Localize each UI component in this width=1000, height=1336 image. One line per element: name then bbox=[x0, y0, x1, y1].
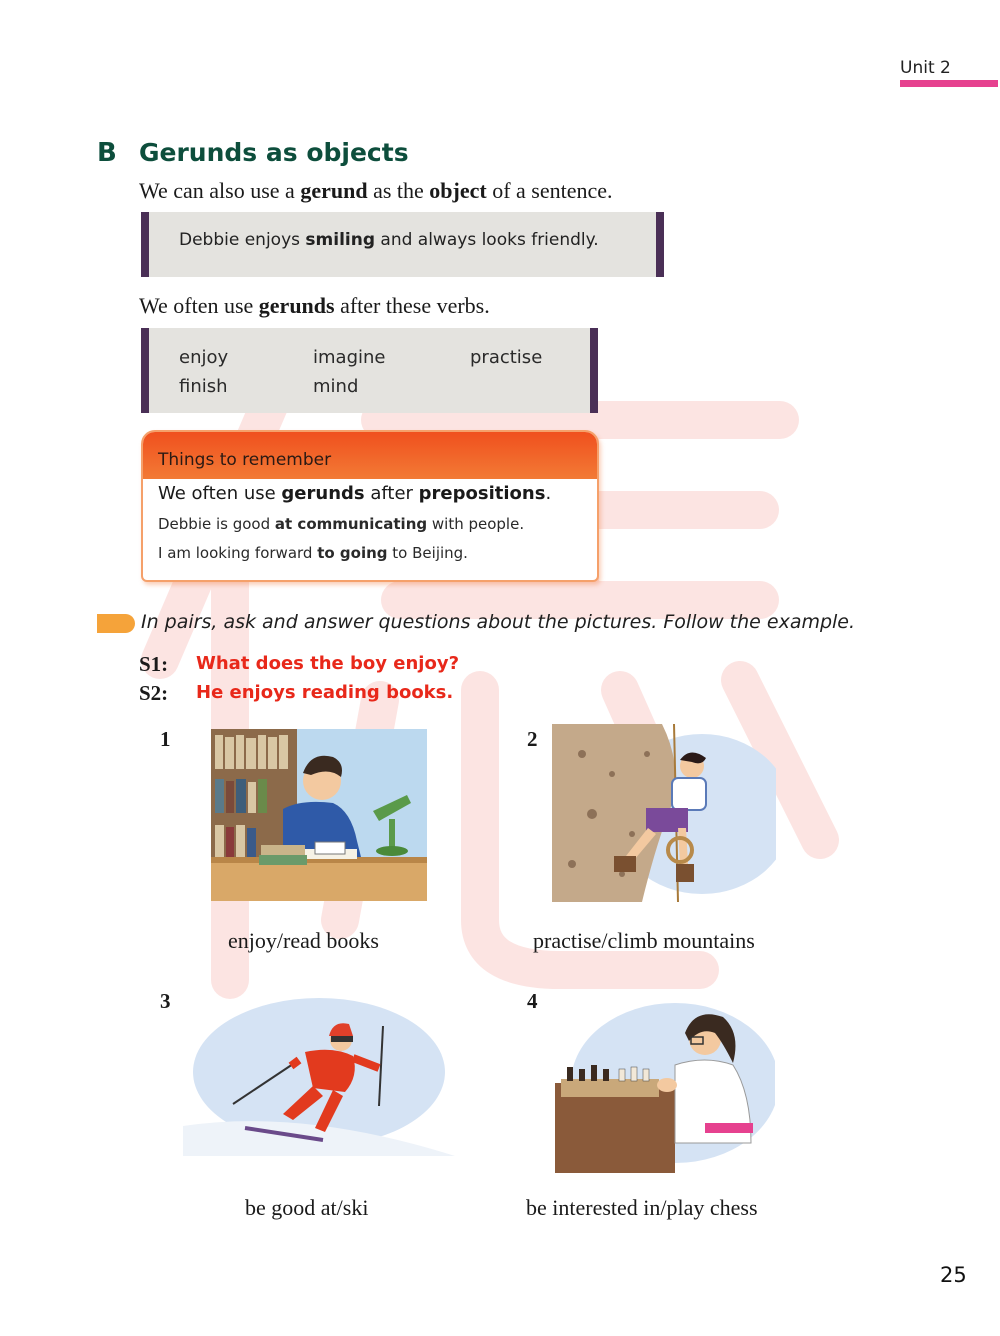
unit-label: Unit 2 bbox=[900, 58, 951, 78]
verbs-box bbox=[141, 328, 598, 413]
example2-bold: to going bbox=[317, 544, 388, 562]
verb-item: practise bbox=[470, 347, 543, 368]
example-text: and always looks friendly. bbox=[375, 230, 599, 250]
chess-player-illustration bbox=[555, 1003, 775, 1173]
rule-text: after bbox=[364, 483, 419, 504]
verb-item: finish bbox=[179, 376, 228, 397]
picture-number: 2 bbox=[527, 727, 538, 751]
example2-text: I am looking forward bbox=[158, 544, 318, 562]
intro-text: of a sentence. bbox=[486, 178, 613, 203]
intro-text: as the bbox=[367, 178, 430, 203]
section-letter: B bbox=[97, 138, 117, 168]
picture-number: 1 bbox=[160, 727, 171, 751]
example-sentence bbox=[179, 230, 599, 250]
unit-accent-bar bbox=[900, 80, 998, 87]
rule-bold: prepositions bbox=[418, 483, 546, 504]
rule-text: . bbox=[545, 483, 552, 504]
example-bold: smiling bbox=[305, 230, 375, 250]
girl-climbing-illustration bbox=[552, 724, 776, 902]
remember-example-2 bbox=[158, 544, 468, 562]
section-title: Gerunds as objects bbox=[139, 138, 409, 167]
dialogue-answer: He enjoys reading books. bbox=[196, 682, 454, 703]
dialogue-question: What does the boy enjoy? bbox=[196, 653, 460, 674]
verbs-intro-sentence bbox=[139, 293, 490, 319]
intro-sentence bbox=[139, 178, 613, 204]
example2-text: to Beijing. bbox=[387, 544, 468, 562]
example1-text: Debbie is good bbox=[158, 515, 275, 533]
picture-number: 3 bbox=[160, 989, 171, 1013]
verb-item: enjoy bbox=[179, 347, 229, 368]
example1-bold: at communicating bbox=[274, 515, 428, 533]
intro-bold-gerund: gerund bbox=[300, 178, 368, 203]
verb-item: imagine bbox=[313, 347, 386, 368]
picture-caption: practise/climb mountains bbox=[533, 928, 755, 953]
activity-marker-icon bbox=[97, 614, 135, 633]
verbs-intro-bold: gerunds bbox=[258, 293, 335, 318]
picture-caption: be good at/ski bbox=[245, 1195, 369, 1220]
speaker-label-s2: S2: bbox=[139, 681, 169, 705]
remember-title: Things to remember bbox=[158, 450, 332, 470]
verb-item: mind bbox=[313, 376, 359, 397]
rule-bold: gerunds bbox=[281, 483, 365, 504]
picture-caption: be interested in/play chess bbox=[526, 1195, 758, 1220]
intro-text: We can also use a bbox=[139, 178, 301, 203]
activity-instruction: In pairs, ask and answer questions about the pictures. Follow the example. bbox=[141, 611, 856, 633]
intro-bold-object: object bbox=[429, 178, 487, 203]
skier-illustration bbox=[183, 996, 455, 1156]
picture-caption: enjoy/read books bbox=[228, 928, 379, 953]
example1-text: with people. bbox=[427, 515, 525, 533]
remember-rule bbox=[158, 483, 551, 504]
remember-example-1 bbox=[158, 515, 524, 533]
boy-reading-illustration bbox=[211, 729, 427, 901]
rule-text: We often use bbox=[158, 483, 282, 504]
verbs-intro-text: We often use bbox=[139, 293, 259, 318]
speaker-label-s1: S1: bbox=[139, 652, 169, 676]
verbs-intro-text: after these verbs. bbox=[334, 293, 490, 318]
example-text: Debbie enjoys bbox=[179, 230, 306, 250]
picture-number: 4 bbox=[527, 989, 538, 1013]
page-number: 25 bbox=[940, 1263, 967, 1287]
